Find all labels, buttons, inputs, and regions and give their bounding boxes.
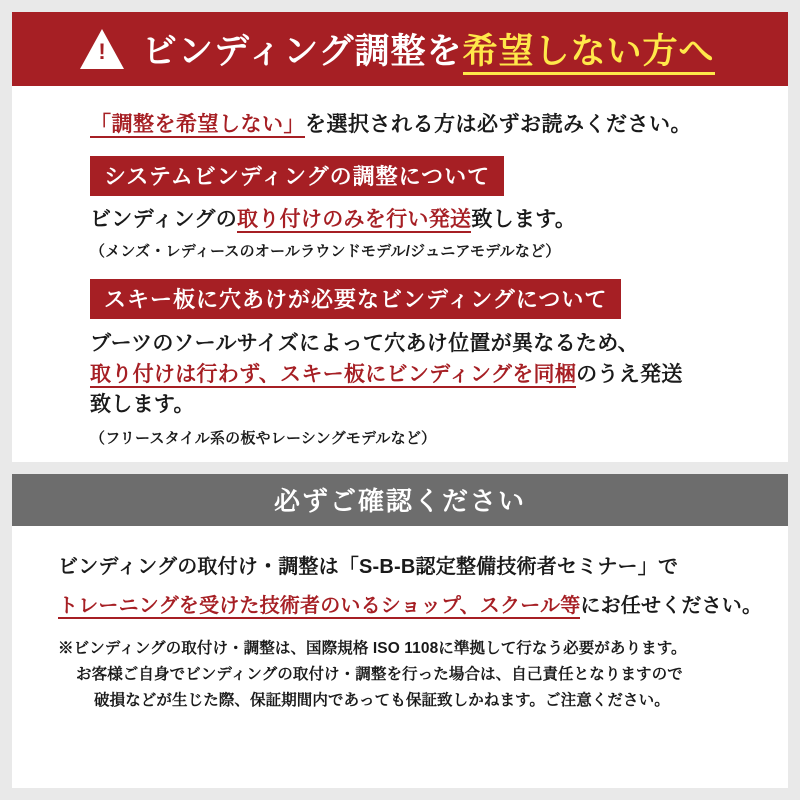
section-drilling-binding (90, 279, 788, 447)
confirmation-card (12, 474, 788, 788)
section1-body-suffix: 致します。 (471, 208, 577, 231)
confirmation-body (12, 526, 788, 715)
lead-rest-text: を選択される方は必ずお読みください。 (305, 113, 692, 136)
section2-body-line3: 致します。 (90, 393, 195, 417)
warning-triangle-icon: ! (80, 29, 124, 69)
confirmation-line-2-suffix: にお任せください。 (580, 594, 763, 617)
confirmation-note-1: ※ビンディングの取付け・調整は、国際規格 ISO 1108に準拠して行なう必要があります。 (58, 639, 687, 657)
gray-banner-header (12, 474, 788, 526)
banner-title-plain: ビンディング調整を (142, 32, 463, 71)
confirmation-line-2 (58, 589, 788, 618)
lead-quoted-text: 「調整を希望しない」 (90, 113, 305, 136)
confirmation-note-3: 破損などが生じた際、保証期間内であっても保証致しかねます。ご注意ください。 (94, 692, 670, 710)
section1-body-prefix: ビンディングの (90, 208, 237, 231)
red-banner-header (12, 12, 788, 86)
binding-adjustment-card (12, 12, 788, 462)
banner-title-highlight: 希望しない方へ (463, 32, 715, 75)
lead-text (90, 108, 788, 138)
section2-body-underlined: 取り付けは行わず、スキー板にビンディングを同梱 (90, 362, 577, 386)
section-system-binding-note: （メンズ・レディースのオールラウンドモデル/ジュニアモデルなど） (90, 243, 561, 261)
section2-body-line2 (90, 360, 788, 390)
section2-body-line2-suffix: のうえ発送 (576, 362, 683, 386)
confirmation-line-1: ビンディングの取付け・調整は「S-B-B認定整備技術者セミナー」で (58, 555, 679, 578)
section2-body-line1: ブーツのソールサイズによって穴あけ位置が異なるため、 (90, 332, 639, 356)
section-drilling-binding-body (90, 329, 788, 420)
confirmation-banner-title: 必ずご確認ください (273, 486, 526, 517)
confirmation-line-2-underlined: トレーニングを受けた技術者のいるショップ、スクール等 (58, 594, 581, 617)
section1-body-underlined: 取り付けのみを行い発送 (237, 208, 472, 231)
banner-title (142, 24, 715, 74)
confirmation-note-2: お客様ご自身でビンディングの取付け・調整を行った場合は、自己責任となりますので (76, 666, 683, 683)
section-drilling-binding-note: （フリースタイル系の板やレーシングモデルなど） (90, 429, 437, 447)
section-system-binding-body (90, 206, 788, 234)
section-system-binding (90, 156, 788, 261)
confirmation-notes (58, 636, 788, 715)
section-drilling-binding-heading: スキー板に穴あけが必要なビンディングについて (90, 279, 621, 319)
section-system-binding-heading: システムビンディングの調整について (90, 156, 504, 196)
